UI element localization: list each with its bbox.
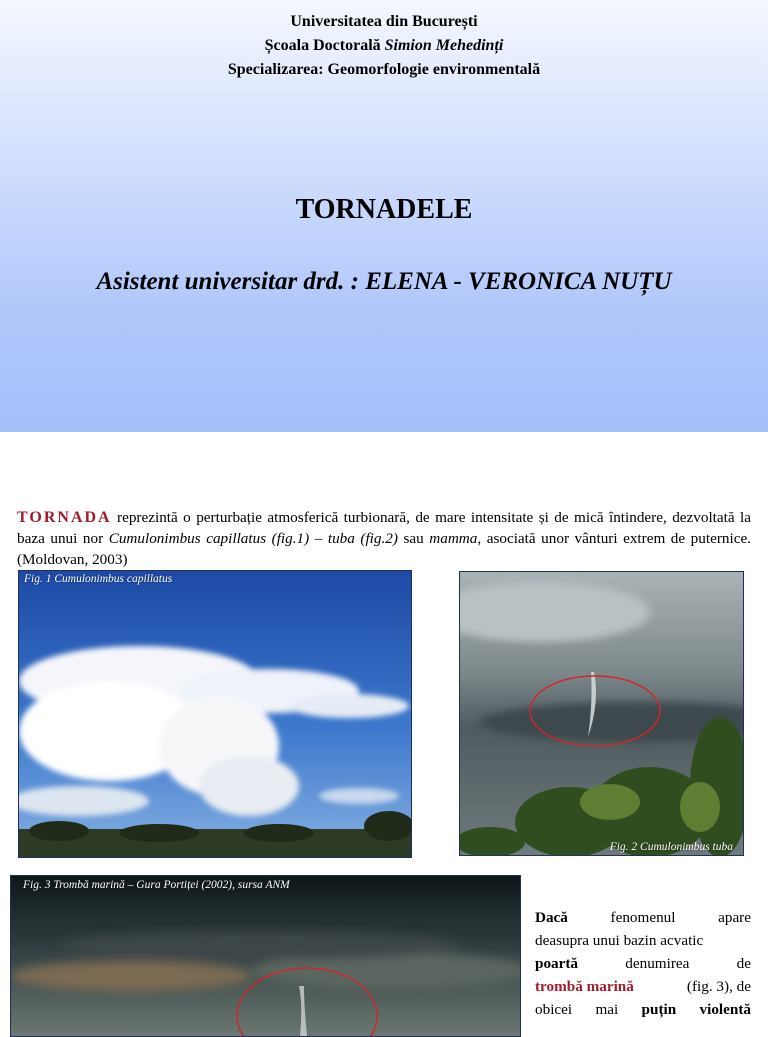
- page-title: TORNADELE: [295, 194, 473, 225]
- cloud-photo-2: [460, 572, 743, 855]
- figure-1-cumulonimbus-capillatus: [18, 570, 412, 858]
- figure-2-caption: Fig. 2 Cumulonimbus tuba: [609, 841, 733, 853]
- intro-paragraph: TORNADA reprezintă o perturbație atmosferică turbionară, de mare intensitate și de mică întindere, dezvoltată la baza unui nor Cumulonimbus capillatus (fig.1) – tuba (fig.2) sau mamma, asociată unor vânturi extrem de puternice. (Moldovan, 2003): [17, 509, 751, 568]
- title-slide: [0, 0, 768, 432]
- tromba-marina-term: trombă marină: [535, 978, 634, 995]
- figure-1-caption: Fig. 1 Cumulonimbus capillatus: [24, 573, 173, 585]
- figure-2-cumulonimbus-tuba: [459, 571, 744, 856]
- side-line: deasupra unui bazin acvatic: [535, 932, 704, 949]
- figure-3-caption: Fig. 3 Trombă marină – Gura Portiței (2002), sursa ANM: [23, 879, 290, 891]
- author-line: Asistent universitar drd. : ELENA - VERONICA NUȚU: [96, 268, 672, 295]
- figure-3-tromba-marina: [10, 875, 521, 1037]
- doctoral-school: Școala Doctorală Simion Mehedinți: [264, 37, 504, 54]
- tornada-keyword: TORNADA: [17, 509, 112, 526]
- side-paragraph: [535, 906, 751, 1021]
- side-line: Dacă fenomenul apare: [535, 909, 751, 926]
- cloud-photo-1: [19, 571, 411, 857]
- waterspout-photo: [11, 876, 520, 1036]
- university-name: Universitatea din București: [290, 13, 478, 30]
- side-line: trombă marină (fig. 3), de: [535, 975, 751, 998]
- specialization: Specializarea: Geomorfologie environmentală: [227, 61, 541, 78]
- side-line: poartă denumirea de: [535, 955, 751, 972]
- side-line: obicei mai puțin violentă: [535, 1001, 751, 1018]
